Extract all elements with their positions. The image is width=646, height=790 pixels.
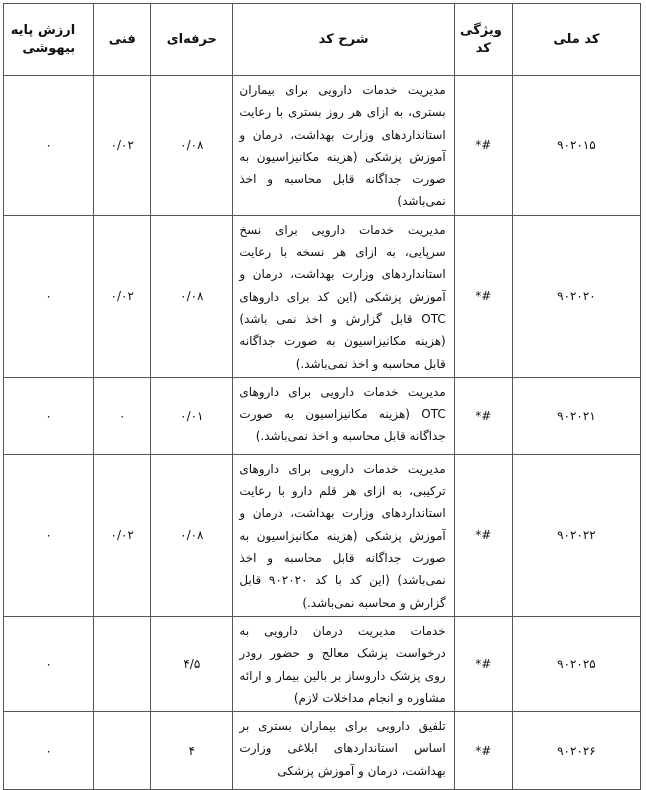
cell-technical: ۰/۰۲	[94, 76, 151, 216]
cell-code: ۹۰۲۰۲۰	[512, 215, 640, 377]
cell-feature: #*	[454, 712, 512, 790]
table-row	[4, 76, 641, 216]
header-anesthesia-base	[4, 4, 94, 76]
cell-professional: ۰/۰۸	[151, 76, 233, 216]
cell-feature: #*	[454, 215, 512, 377]
tariff-table	[3, 3, 641, 790]
cell-code: ۹۰۲۰۲۵	[512, 616, 640, 711]
header-anesthesia-label: ارزش پایه بیهوشی	[10, 22, 76, 56]
header-code-feature: ویژگی کد	[454, 4, 512, 76]
header-professional: حرفه‌ای	[151, 4, 233, 76]
cell-technical: ۰	[94, 377, 151, 454]
header-description: شرح کد	[233, 4, 454, 76]
cell-code: ۹۰۲۰۲۲	[512, 454, 640, 616]
cell-anesthesia: ۰	[4, 76, 94, 216]
cell-feature: #*	[454, 454, 512, 616]
table-row	[4, 712, 641, 790]
header-national-code: کد ملی	[512, 4, 640, 76]
cell-feature: #*	[454, 377, 512, 454]
cell-technical: ۰/۰۲	[94, 215, 151, 377]
cell-professional: ۰/۰۱	[151, 377, 233, 454]
cell-professional: ۰/۰۸	[151, 215, 233, 377]
cell-professional: ۴	[151, 712, 233, 790]
table-row	[4, 215, 641, 377]
cell-code: ۹۰۲۰۲۱	[512, 377, 640, 454]
table-row	[4, 377, 641, 454]
cell-feature: #*	[454, 616, 512, 711]
cell-description: تلفیق دارویی برای بیماران بستری بر اساس استانداردهای ابلاغی وزارت بهداشت، درمان و آموزش پزشکی	[233, 712, 454, 790]
cell-code: ۹۰۲۰۲۶	[512, 712, 640, 790]
table-row	[4, 616, 641, 711]
cell-professional: ۰/۰۸	[151, 454, 233, 616]
cell-anesthesia: ۰	[4, 454, 94, 616]
cell-anesthesia: ۰	[4, 712, 94, 790]
cell-description: خدمات مدیریت درمان دارویی به درخواست پزشک معالج و حضور رودر روی پزشک داروساز بر بالین بیمار و ارائه مشاوره و انجام مداخلات لازم)	[233, 616, 454, 711]
cell-description: مدیریت خدمات دارویی برای نسخ سرپایی، به ازای هر نسخه با رعایت استانداردهای وزارت بهداشت، درمان و آموزش پزشکی (این کد برای داروهای OTC قابل گزارش و اخذ نمی باشد) (هزینه مکانیزاسیون به صورت جداگانه قابل محاسبه و اخذ نمی‌باشد.)	[233, 215, 454, 377]
header-technical: فنی	[94, 4, 151, 76]
cell-professional: ۴/۵	[151, 616, 233, 711]
cell-anesthesia: ۰	[4, 616, 94, 711]
cell-anesthesia: ۰	[4, 377, 94, 454]
cell-code: ۹۰۲۰۱۵	[512, 76, 640, 216]
table-row	[4, 454, 641, 616]
cell-description: مدیریت خدمات دارویی برای بیماران بستری، به ازای هر روز بستری با رعایت استانداردهای وزارت بهداشت، درمان و آموزش پزشکی (هزینه مکانیزاسیون به صورت جداگانه قابل محاسبه و اخذ نمی‌باشد)	[233, 76, 454, 216]
cell-technical	[94, 616, 151, 711]
cell-anesthesia: ۰	[4, 215, 94, 377]
cell-description: مدیریت خدمات دارویی برای داروهای OTC (هزینه مکانیزاسیون به صورت جداگانه قابل محاسبه و اخذ نمی‌باشد.)	[233, 377, 454, 454]
table-header-row	[4, 4, 641, 76]
cell-technical: ۰/۰۲	[94, 454, 151, 616]
cell-description: مدیریت خدمات دارویی برای داروهای ترکیبی، به ازای هر قلم دارو با رعایت استانداردهای وزارت بهداشت، درمان و آموزش پزشکی (هزینه مکانیزاسیون به صورت جداگانه قابل محاسبه و اخذ نمی‌باشد) (این کد با کد ۹۰۲۰۲۰ قابل گزارش و محاسبه نمی‌باشد.)	[233, 454, 454, 616]
cell-technical	[94, 712, 151, 790]
cell-feature: #*	[454, 76, 512, 216]
